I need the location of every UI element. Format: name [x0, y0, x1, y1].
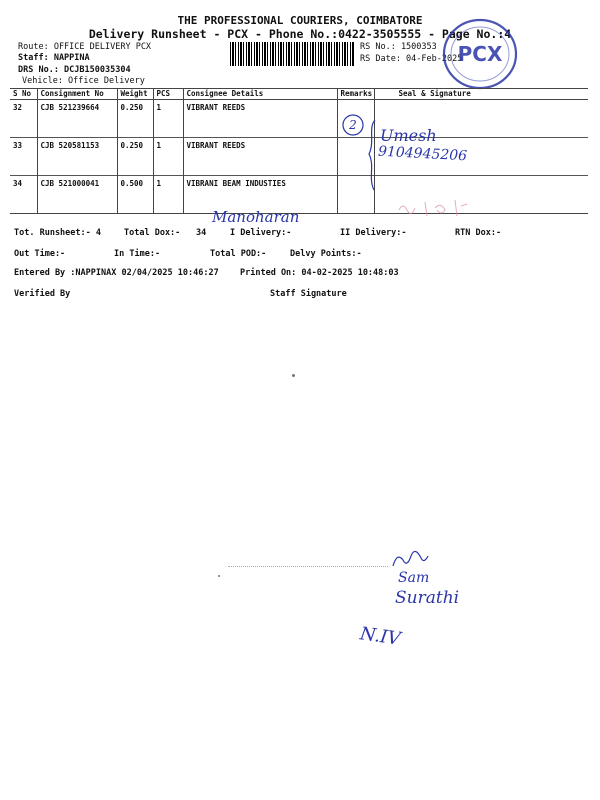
vehicle-label: Vehicle: Office Delivery	[22, 76, 145, 86]
col-consignment-no: Consignment No	[37, 89, 117, 100]
cell-pcs: 1	[153, 138, 183, 176]
table-row	[10, 100, 588, 138]
faint-dotted-line	[228, 566, 388, 567]
signature-scribble	[390, 548, 430, 572]
cell-consignee: VIBRANI BEAM INDUSTIES	[183, 176, 337, 214]
col-sno: S No	[10, 89, 37, 100]
col-pcs: PCS	[153, 89, 183, 100]
i-delivery: I Delivery:-	[230, 228, 292, 238]
handwritten-phone: 9104945206	[377, 143, 468, 165]
staff-signature: Staff Signature	[270, 289, 347, 299]
signatory-name-2: Surathi	[395, 588, 460, 608]
total-pod: Total POD:-	[210, 249, 267, 259]
cell-consignee: VIBRANT REEDS	[183, 138, 337, 176]
signatory-initials: N.IV	[358, 623, 402, 650]
cell-consignment-no: CJB 520581153	[37, 138, 117, 176]
col-seal-signature: Seal & Signature	[374, 89, 588, 100]
entered-by: Entered By :NAPPINAX 02/04/2025 10:46:27	[14, 268, 219, 278]
signatory-name-1: Sam	[398, 570, 430, 586]
cell-sno: 33	[10, 138, 37, 176]
route-label: Route: OFFICE DELIVERY PCX	[18, 42, 152, 52]
total-runsheet: Tot. Runsheet:- 4	[14, 228, 101, 238]
scan-speck	[218, 575, 220, 577]
cell-sno: 34	[10, 176, 37, 214]
cell-consignment-no: CJB 521239664	[37, 100, 117, 138]
table-header-row	[10, 89, 588, 100]
cell-sno: 32	[13, 103, 23, 112]
cell-weight: 0.500	[117, 176, 153, 214]
faint-scribble	[395, 196, 475, 220]
cell-consignment-no: CJB 521000041	[37, 176, 117, 214]
cell-pcs: 1	[153, 100, 183, 138]
rs-date: RS Date: 04-Feb-2025	[360, 54, 463, 64]
runsheet-subtitle: Delivery Runsheet - PCX - Phone No.:0422-3505555 - Page No.:4	[88, 27, 512, 41]
out-time: Out Time:-	[14, 249, 66, 259]
table-row	[10, 138, 588, 176]
delvy-points: Delvy Points:-	[290, 249, 362, 259]
verified-by: Verified By	[14, 289, 71, 299]
barcode	[230, 42, 355, 66]
col-weight: Weight	[117, 89, 153, 100]
circled-number: 2	[349, 118, 357, 132]
drs-number: DRS No.: DCJB150035304	[18, 65, 131, 75]
staff-label: Staff: NAPPINA	[18, 53, 90, 63]
cell-consignee: VIBRANT REEDS	[183, 100, 337, 138]
stamp-text: PCX	[457, 42, 503, 66]
ii-delivery: II Delivery:-	[340, 228, 407, 238]
handwritten-row3-name: Manoharan	[212, 208, 300, 226]
printed-on: Printed On: 04-02-2025 10:48:03	[240, 268, 399, 278]
company-title: THE PROFESSIONAL COURIERS, COIMBATORE	[177, 14, 423, 27]
in-time: In Time:-	[114, 249, 161, 259]
pcx-stamp	[440, 16, 520, 92]
col-consignee: Consignee Details	[183, 89, 337, 100]
brace-mark	[366, 118, 378, 192]
cell-weight: 0.250	[117, 138, 153, 176]
total-dox-label: Total Dox:-	[124, 228, 181, 238]
runsheet-table	[10, 88, 588, 214]
col-remarks: Remarks	[337, 89, 374, 100]
scan-speck	[292, 374, 295, 377]
cell-weight: 0.250	[117, 100, 153, 138]
circled-number-annotation	[340, 112, 368, 138]
cell-pcs: 1	[153, 176, 183, 214]
handwritten-name: Umesh	[380, 126, 437, 145]
rtn-dox: RTN Dox:-	[455, 228, 502, 238]
rs-number: RS No.: 1500353	[360, 42, 437, 52]
total-dox-value: 34	[196, 228, 207, 238]
